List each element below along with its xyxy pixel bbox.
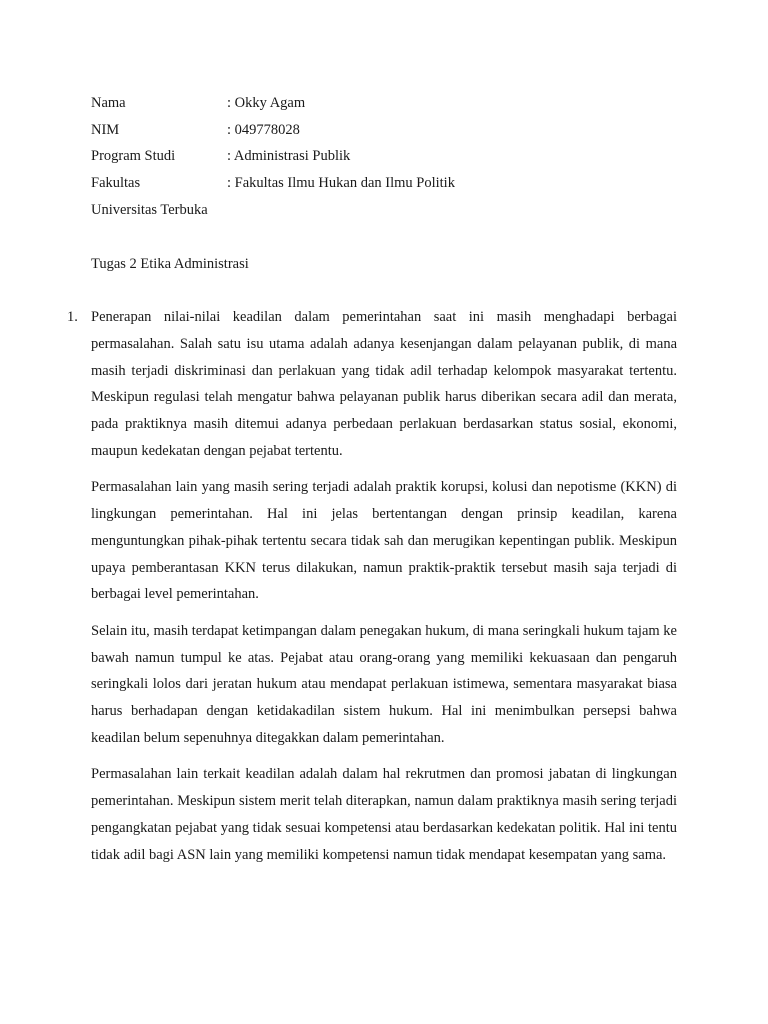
info-row-nim	[91, 117, 681, 144]
info-value: : Okky Agam	[227, 95, 306, 111]
paragraph: Permasalahan lain yang masih sering terjadi adalah praktik korupsi, kolusi dan nepotisme (KKN) di lingkungan pemerintahan. Hal ini jelas bertentangan dengan prinsip keadilan, karena menguntungkan pihak-pihak tertentu secara tidak sah dan merugikan kepentingan publik. Meskipun upaya pemberantasan KKN terus dilakukan, namun praktik-praktik tersebut masih saja terjadi di berbagai level pemerintahan.	[91, 479, 677, 603]
paragraph: Permasalahan lain terkait keadilan adalah dalam hal rekrutmen dan promosi jabatan di lingkungan pemerintahan. Meskipun sistem merit telah diterapkan, namun dalam praktiknya masih sering terjadi pengangkatan pejabat yang tidak sesuai kompetensi atau berdasarkan kedekatan politik. Hal ini tentu tidak adil bagi ASN lain yang memiliki kompetensi namun tidak mendapat kesempatan yang sama.	[91, 766, 677, 863]
info-value: : Administrasi Publik	[227, 148, 351, 165]
paragraph-text: Penerapan nilai-nilai keadilan dalam pemerintahan saat ini masih menghadapi berbagai permasalahan. Salah satu isu utama adalah adanya kesenjangan dalam pelayanan publik, di mana masih terjadi diskriminasi dan perlakuan yang tidak adil terhadap kelompok masyarakat tertentu. Meskipun regulasi telah mengatur bahwa pelayanan publik harus diberikan secara adil dan merata, pada praktiknya masih ditemui adanya perbedaan perlakuan berdasarkan status sosial, ekonomi, maupun kedekatan dengan pejabat tertentu.	[91, 309, 677, 459]
info-row-faculty	[91, 170, 681, 197]
university-name: Universitas Terbuka	[91, 201, 208, 218]
list-number: 1.	[67, 309, 78, 325]
answer-body	[67, 304, 677, 878]
info-row-program	[91, 143, 681, 170]
info-label: Program Studi	[91, 148, 176, 165]
info-label: Fakultas	[91, 175, 141, 192]
paragraph: Selain itu, masih terdapat ketimpangan dalam penegakan hukum, di mana seringkali hukum tajam ke bawah namun tumpul ke atas. Pejabat atau orang-orang yang memiliki kekuasaan dan pengaruh seringkali lolos dari jeratan hukum atau mendapat perlakuan istimewa, sementara masyarakat biasa harus berhadapan dengan ketidakadilan sistem hukum. Hal ini menimbulkan persepsi bahwa keadilan belum sepenuhnya ditegakkan dalam pemerintahan.	[91, 622, 677, 746]
paragraph	[67, 304, 677, 465]
info-row-name	[91, 90, 681, 117]
info-label: Nama	[91, 95, 126, 111]
info-label: NIM	[91, 121, 120, 138]
info-value: : 049778028	[227, 121, 300, 138]
info-value: : Fakultas Ilmu Hukan dan Ilmu Politik	[227, 175, 455, 192]
assignment-title: Tugas 2 Etika Administrasi	[91, 256, 249, 272]
student-info	[91, 90, 681, 223]
